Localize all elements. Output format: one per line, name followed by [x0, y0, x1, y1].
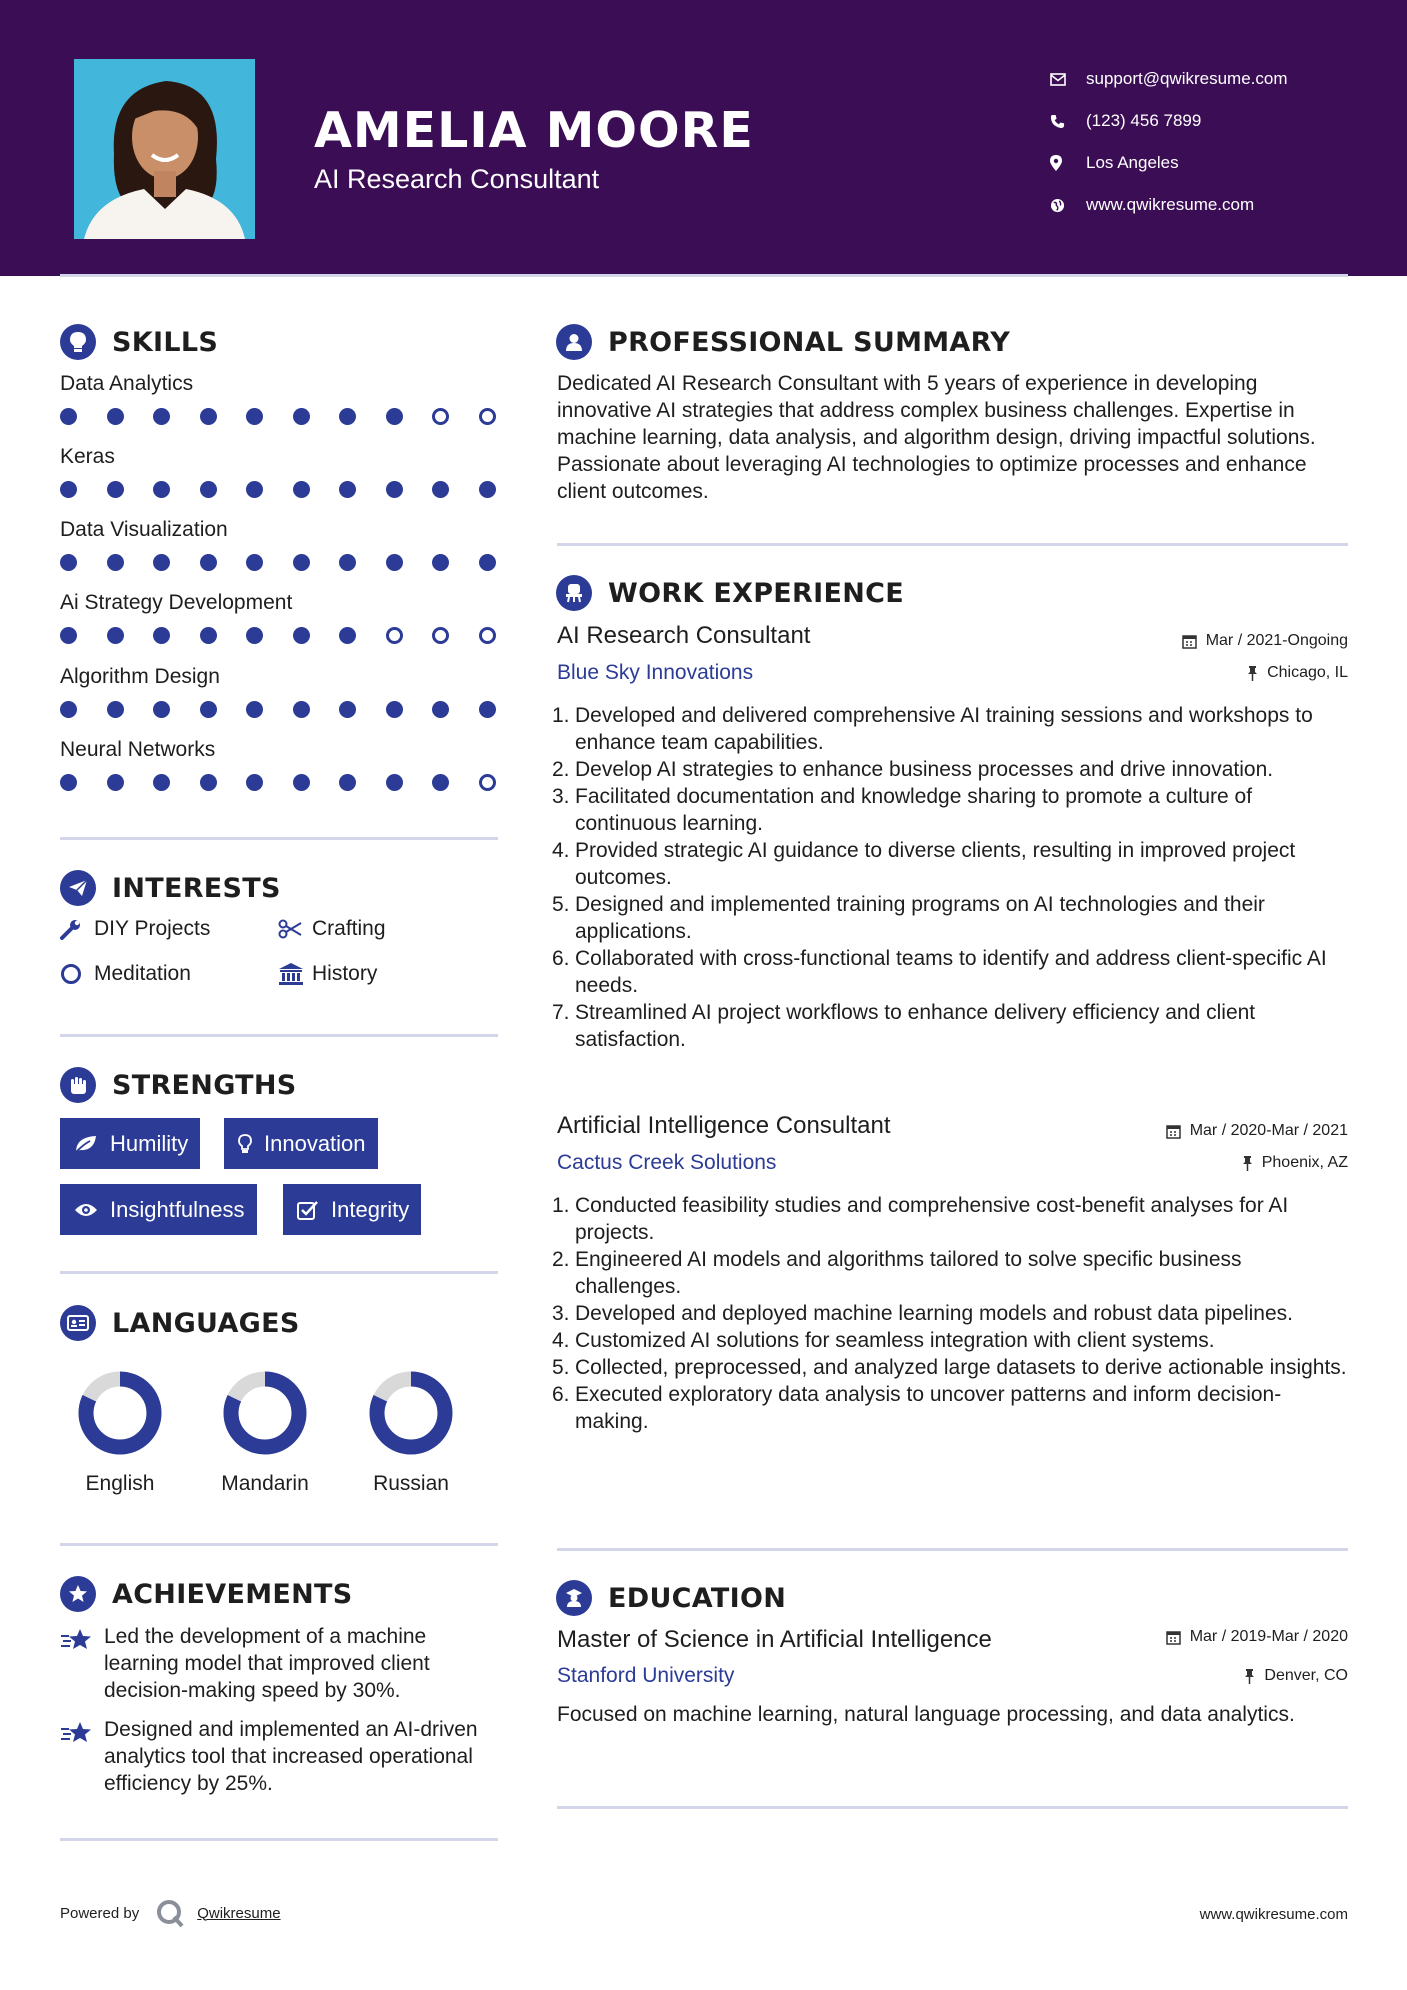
chair-icon: [556, 575, 592, 611]
job-location-text: Phoenix, AZ: [1261, 1154, 1348, 1171]
bullet-item: 1. Developed and delivered comprehensive AI training sessions and workshops to enhance team capabilities.: [552, 702, 1352, 756]
skill-name: Neural Networks: [60, 738, 216, 761]
experience-heading: [556, 575, 904, 611]
pushpin-icon: [1244, 1669, 1255, 1684]
contact-phone-text: (123) 456 7899: [1086, 111, 1202, 130]
section-divider: [60, 837, 498, 840]
contact-phone[interactable]: [1050, 100, 1288, 142]
calendar-icon: [1182, 634, 1197, 649]
candidate-name: AMELIA MOORE: [314, 102, 754, 159]
section-divider: [60, 1034, 498, 1037]
skills-heading: [60, 324, 218, 360]
skill-rating: [60, 481, 502, 499]
language-ring: [77, 1370, 163, 1456]
interest-label: History: [312, 962, 378, 985]
skill-name: Keras: [60, 445, 115, 468]
rating-dot-filled: [386, 408, 403, 425]
language-name: Russian: [373, 1472, 449, 1495]
rating-dot-filled: [153, 481, 170, 498]
bullet-text: Executed exploratory data analysis to uncover patterns and inform decision-making.: [575, 1383, 1282, 1433]
calendar-icon: [1166, 1630, 1181, 1645]
rating-dot-filled: [60, 701, 77, 718]
skill-item: [60, 736, 500, 764]
star-icon: [60, 1716, 104, 1797]
strength-chip: [60, 1184, 257, 1235]
scissors-icon: [278, 919, 312, 939]
language-name: Mandarin: [221, 1472, 309, 1495]
rating-dot-empty: [479, 627, 496, 644]
rating-dot-filled: [386, 554, 403, 571]
company-name: Blue Sky Innovations: [557, 661, 754, 684]
header-banner: [0, 0, 1407, 276]
bullet-text: Customized AI solutions for seamless integration with client systems.: [575, 1329, 1215, 1352]
bullet-item: 1. Conducted feasibility studies and comprehensive cost-benefit analyses for AI projects.: [552, 1192, 1352, 1246]
header-divider: [60, 274, 1348, 277]
bullet-item: 4. Customized AI solutions for seamless integration with client systems.: [552, 1327, 1352, 1354]
summary-heading: [556, 324, 1010, 360]
rating-dot-filled: [479, 554, 496, 571]
bullet-text: Streamlined AI project workflows to enhance delivery efficiency and client satisfaction.: [575, 1001, 1256, 1051]
bullet-item: 2. Engineered AI models and algorithms tailored to solve specific business challenges.: [552, 1246, 1352, 1300]
job-location: [1247, 664, 1348, 682]
museum-icon: [278, 962, 312, 986]
rating-dot-filled: [293, 554, 310, 571]
rating-dot-empty: [432, 408, 449, 425]
rating-dot-filled: [60, 554, 77, 571]
bullet-text: Developed and delivered comprehensive AI training sessions and workshops to enhance team capabilities.: [575, 704, 1313, 754]
job-location: [1242, 1154, 1348, 1172]
section-divider: [557, 543, 1348, 546]
contact-location: [1050, 142, 1288, 184]
strength-chip: [283, 1184, 421, 1235]
job-location-text: Chicago, IL: [1267, 664, 1348, 681]
rating-dot-filled: [107, 774, 124, 791]
qwikresume-logo-icon: [155, 1898, 185, 1928]
pushpin-icon: [1242, 1156, 1253, 1171]
star-badge-icon: [60, 1576, 96, 1612]
rating-dot-filled: [60, 627, 77, 644]
rating-dot-filled: [200, 408, 217, 425]
company-name: Cactus Creek Solutions: [557, 1151, 777, 1174]
contact-website-text: www.qwikresume.com: [1086, 195, 1255, 214]
circle-icon: [60, 963, 94, 985]
rating-dot-filled: [339, 627, 356, 644]
footer-powered-by: [60, 1898, 281, 1928]
rating-dot-empty: [386, 627, 403, 644]
job-dates-text: Mar / 2021-Ongoing: [1205, 632, 1348, 649]
job-title: Artificial Intelligence Consultant: [557, 1112, 891, 1139]
summary-text: Dedicated AI Research Consultant with 5 years of experience in developing innovative AI strategies that address complex business challenges. Expertise in machine learning, data analysis, and algorithm design, driving impactful solutions. Passionate about leveraging AI technologies to optimize processes and enhance client outcomes.: [557, 372, 1316, 503]
language-item: [47, 1370, 193, 1496]
interests-heading: [60, 870, 281, 906]
wrench-icon: [60, 918, 94, 940]
id-card-icon: [60, 1305, 96, 1341]
summary-title: PROFESSIONAL SUMMARY: [608, 326, 1011, 358]
footer-url[interactable]: www.qwikresume.com: [1199, 1906, 1348, 1923]
job-bullets: [552, 702, 1352, 1053]
user-icon: [556, 324, 592, 360]
rating-dot-filled: [246, 774, 263, 791]
bullet-item: 5. Collected, preprocessed, and analyzed large datasets to derive actionable insights.: [552, 1354, 1352, 1381]
interests-title: INTERESTS: [112, 872, 281, 904]
rating-dot-filled: [107, 701, 124, 718]
map-pin-icon: [1050, 155, 1086, 171]
achievement-item: [60, 1716, 500, 1797]
contact-email-text: support@qwikresume.com: [1086, 69, 1288, 88]
rating-dot-filled: [339, 481, 356, 498]
skill-rating: [60, 701, 502, 719]
rating-dot-filled: [339, 554, 356, 571]
education-location: [1244, 1667, 1348, 1685]
rating-dot-filled: [200, 774, 217, 791]
rating-dot-filled: [107, 554, 124, 571]
section-divider: [557, 1548, 1348, 1551]
rating-dot-filled: [339, 408, 356, 425]
skill-rating: [60, 627, 502, 645]
skill-rating: [60, 554, 502, 572]
school-name: Stanford University: [557, 1664, 735, 1687]
education-title: EDUCATION: [608, 1582, 787, 1614]
skill-name: Data Analytics: [60, 372, 194, 395]
rating-dot-filled: [153, 554, 170, 571]
rating-dot-filled: [107, 481, 124, 498]
interest-item: [60, 962, 191, 986]
bullet-item: 6. Collaborated with cross-functional teams to identify and address client-specific AI needs.: [552, 945, 1352, 999]
contact-location-text: Los Angeles: [1086, 153, 1179, 172]
rating-dot-empty: [479, 408, 496, 425]
rating-dot-filled: [200, 701, 217, 718]
rating-dot-filled: [246, 408, 263, 425]
interest-label: DIY Projects: [94, 917, 211, 940]
rating-dot-filled: [60, 774, 77, 791]
skill-name: Data Visualization: [60, 518, 228, 541]
interest-label: Meditation: [94, 962, 191, 985]
strength-chip: [224, 1118, 378, 1169]
pushpin-icon: [1247, 666, 1258, 681]
skills-title: SKILLS: [112, 326, 219, 358]
lightbulb-icon: [238, 1134, 252, 1154]
eye-icon: [74, 1202, 98, 1218]
qwikresume-link[interactable]: Qwikresume: [197, 1904, 281, 1922]
bullet-item: 6. Executed exploratory data analysis to uncover patterns and inform decision-making.: [552, 1381, 1352, 1435]
graduate-icon: [556, 1580, 592, 1616]
rating-dot-empty: [479, 774, 496, 791]
rating-dot-filled: [432, 481, 449, 498]
bullet-text: Conducted feasibility studies and comprehensive cost-benefit analyses for AI projects.: [575, 1194, 1289, 1244]
section-divider: [557, 1806, 1348, 1809]
rating-dot-filled: [432, 774, 449, 791]
strength-label: Integrity: [331, 1196, 410, 1222]
calendar-icon: [1166, 1124, 1181, 1139]
education-dates-text: Mar / 2019-Mar / 2020: [1189, 1628, 1348, 1645]
education-heading: [556, 1580, 786, 1616]
job-title: AI Research Consultant: [557, 622, 811, 649]
skill-item: [60, 443, 500, 471]
achievement-item: [60, 1623, 500, 1704]
strength-label: Innovation: [264, 1130, 366, 1156]
rating-dot-filled: [246, 481, 263, 498]
envelope-icon: [1050, 73, 1086, 86]
interest-item: [278, 962, 377, 986]
strength-chip: [60, 1118, 200, 1169]
bullet-item: 2. Develop AI strategies to enhance business processes and drive innovation.: [552, 756, 1352, 783]
section-divider: [60, 1838, 498, 1841]
rating-dot-filled: [479, 481, 496, 498]
rating-dot-filled: [293, 408, 310, 425]
experience-title: WORK EXPERIENCE: [608, 577, 904, 609]
leaf-icon: [74, 1134, 98, 1154]
bullet-text: Facilitated documentation and knowledge sharing to promote a culture of continuous learning.: [575, 785, 1253, 835]
bullet-text: Develop AI strategies to enhance business processes and drive innovation.: [575, 758, 1274, 781]
bullet-item: 3. Facilitated documentation and knowledge sharing to promote a culture of continuous learning.: [552, 783, 1352, 837]
check-square-icon: [297, 1200, 319, 1220]
languages-title: LANGUAGES: [112, 1307, 300, 1339]
powered-by-label: Powered by: [60, 1904, 140, 1922]
rating-dot-filled: [153, 701, 170, 718]
rating-dot-filled: [432, 554, 449, 571]
rating-dot-filled: [246, 554, 263, 571]
rating-dot-filled: [200, 481, 217, 498]
rating-dot-filled: [246, 701, 263, 718]
degree-title: Master of Science in Artificial Intelligence: [557, 1626, 992, 1653]
star-icon: [60, 1623, 104, 1704]
profile-photo: [74, 59, 255, 239]
skill-item: [60, 663, 500, 691]
education-dates: [1166, 1628, 1348, 1646]
rating-dot-filled: [386, 701, 403, 718]
skill-item: [60, 516, 500, 544]
language-ring: [368, 1370, 454, 1456]
achievements-title: ACHIEVEMENTS: [112, 1578, 353, 1610]
paper-plane-icon: [60, 870, 96, 906]
education-location-text: Denver, CO: [1264, 1667, 1348, 1684]
rating-dot-filled: [200, 627, 217, 644]
language-name: English: [85, 1472, 155, 1495]
rating-dot-filled: [293, 627, 310, 644]
bullet-item: 5. Designed and implemented training programs on AI technologies and their applications.: [552, 891, 1352, 945]
skill-item: [60, 370, 500, 398]
strength-label: Insightfulness: [110, 1196, 245, 1222]
job-bullets: [552, 1192, 1352, 1435]
rating-dot-filled: [293, 701, 310, 718]
bullet-item: 3. Developed and deployed machine learning models and robust data pipelines.: [552, 1300, 1352, 1327]
phone-icon: [1050, 114, 1086, 129]
rating-dot-filled: [293, 774, 310, 791]
language-ring: [222, 1370, 308, 1456]
languages-heading: [60, 1305, 300, 1341]
rating-dot-filled: [107, 627, 124, 644]
rating-dot-filled: [200, 554, 217, 571]
rating-dot-filled: [246, 627, 263, 644]
bullet-text: Designed and implemented training programs on AI technologies and their applications.: [575, 893, 1265, 943]
skill-rating: [60, 408, 502, 426]
language-item: [192, 1370, 338, 1496]
achievement-text: Designed and implemented an AI-driven analytics tool that increased operational efficiency by 25%.: [104, 1718, 478, 1795]
skill-rating: [60, 774, 502, 792]
bullet-text: Developed and deployed machine learning models and robust data pipelines.: [575, 1302, 1293, 1325]
bullet-text: Provided strategic AI guidance to diverse clients, resulting in improved project outcomes.: [575, 839, 1296, 889]
bullet-item: 7. Streamlined AI project workflows to enhance delivery efficiency and client satisfaction.: [552, 999, 1352, 1053]
hand-icon: [60, 1067, 96, 1103]
bullet-text: Collaborated with cross-functional teams to identify and address client-specific AI needs.: [575, 947, 1327, 997]
language-item: [338, 1370, 484, 1496]
contact-list: [1050, 58, 1288, 226]
rating-dot-filled: [153, 774, 170, 791]
globe-icon: [1050, 198, 1086, 213]
education-text: Focused on machine learning, natural language processing, and data analytics.: [557, 1703, 1295, 1726]
contact-email[interactable]: [1050, 58, 1288, 100]
rating-dot-filled: [107, 408, 124, 425]
strength-label: Humility: [110, 1130, 189, 1156]
job-dates-text: Mar / 2020-Mar / 2021: [1189, 1122, 1348, 1139]
job-dates: [1182, 632, 1348, 650]
rating-dot-filled: [339, 774, 356, 791]
rating-dot-filled: [479, 701, 496, 718]
section-divider: [60, 1271, 498, 1274]
lightbulb-icon: [60, 324, 96, 360]
skill-name: Algorithm Design: [60, 665, 220, 688]
bullet-text: Engineered AI models and algorithms tailored to solve specific business challenges.: [575, 1248, 1242, 1298]
strengths-title: STRENGTHS: [112, 1069, 297, 1101]
rating-dot-filled: [60, 481, 77, 498]
rating-dot-filled: [153, 627, 170, 644]
candidate-role: AI Research Consultant: [314, 164, 600, 194]
bullet-item: 4. Provided strategic AI guidance to diverse clients, resulting in improved project outcomes.: [552, 837, 1352, 891]
job-dates: [1166, 1122, 1348, 1140]
bullet-text: Collected, preprocessed, and analyzed large datasets to derive actionable insights.: [575, 1356, 1347, 1379]
rating-dot-empty: [432, 627, 449, 644]
rating-dot-filled: [386, 481, 403, 498]
rating-dot-filled: [339, 701, 356, 718]
achievements-heading: [60, 1576, 353, 1612]
contact-website[interactable]: [1050, 184, 1288, 226]
rating-dot-filled: [60, 408, 77, 425]
achievement-text: Led the development of a machine learning model that improved client decision-making speed by 30%.: [104, 1625, 430, 1702]
interest-item: [60, 917, 210, 941]
interest-item: [278, 917, 386, 941]
rating-dot-filled: [153, 408, 170, 425]
skill-name: Ai Strategy Development: [60, 591, 293, 614]
rating-dot-filled: [293, 481, 310, 498]
rating-dot-filled: [432, 701, 449, 718]
rating-dot-filled: [386, 774, 403, 791]
interest-label: Crafting: [312, 917, 386, 940]
section-divider: [60, 1543, 498, 1546]
skill-item: [60, 589, 500, 617]
strengths-heading: [60, 1067, 297, 1103]
